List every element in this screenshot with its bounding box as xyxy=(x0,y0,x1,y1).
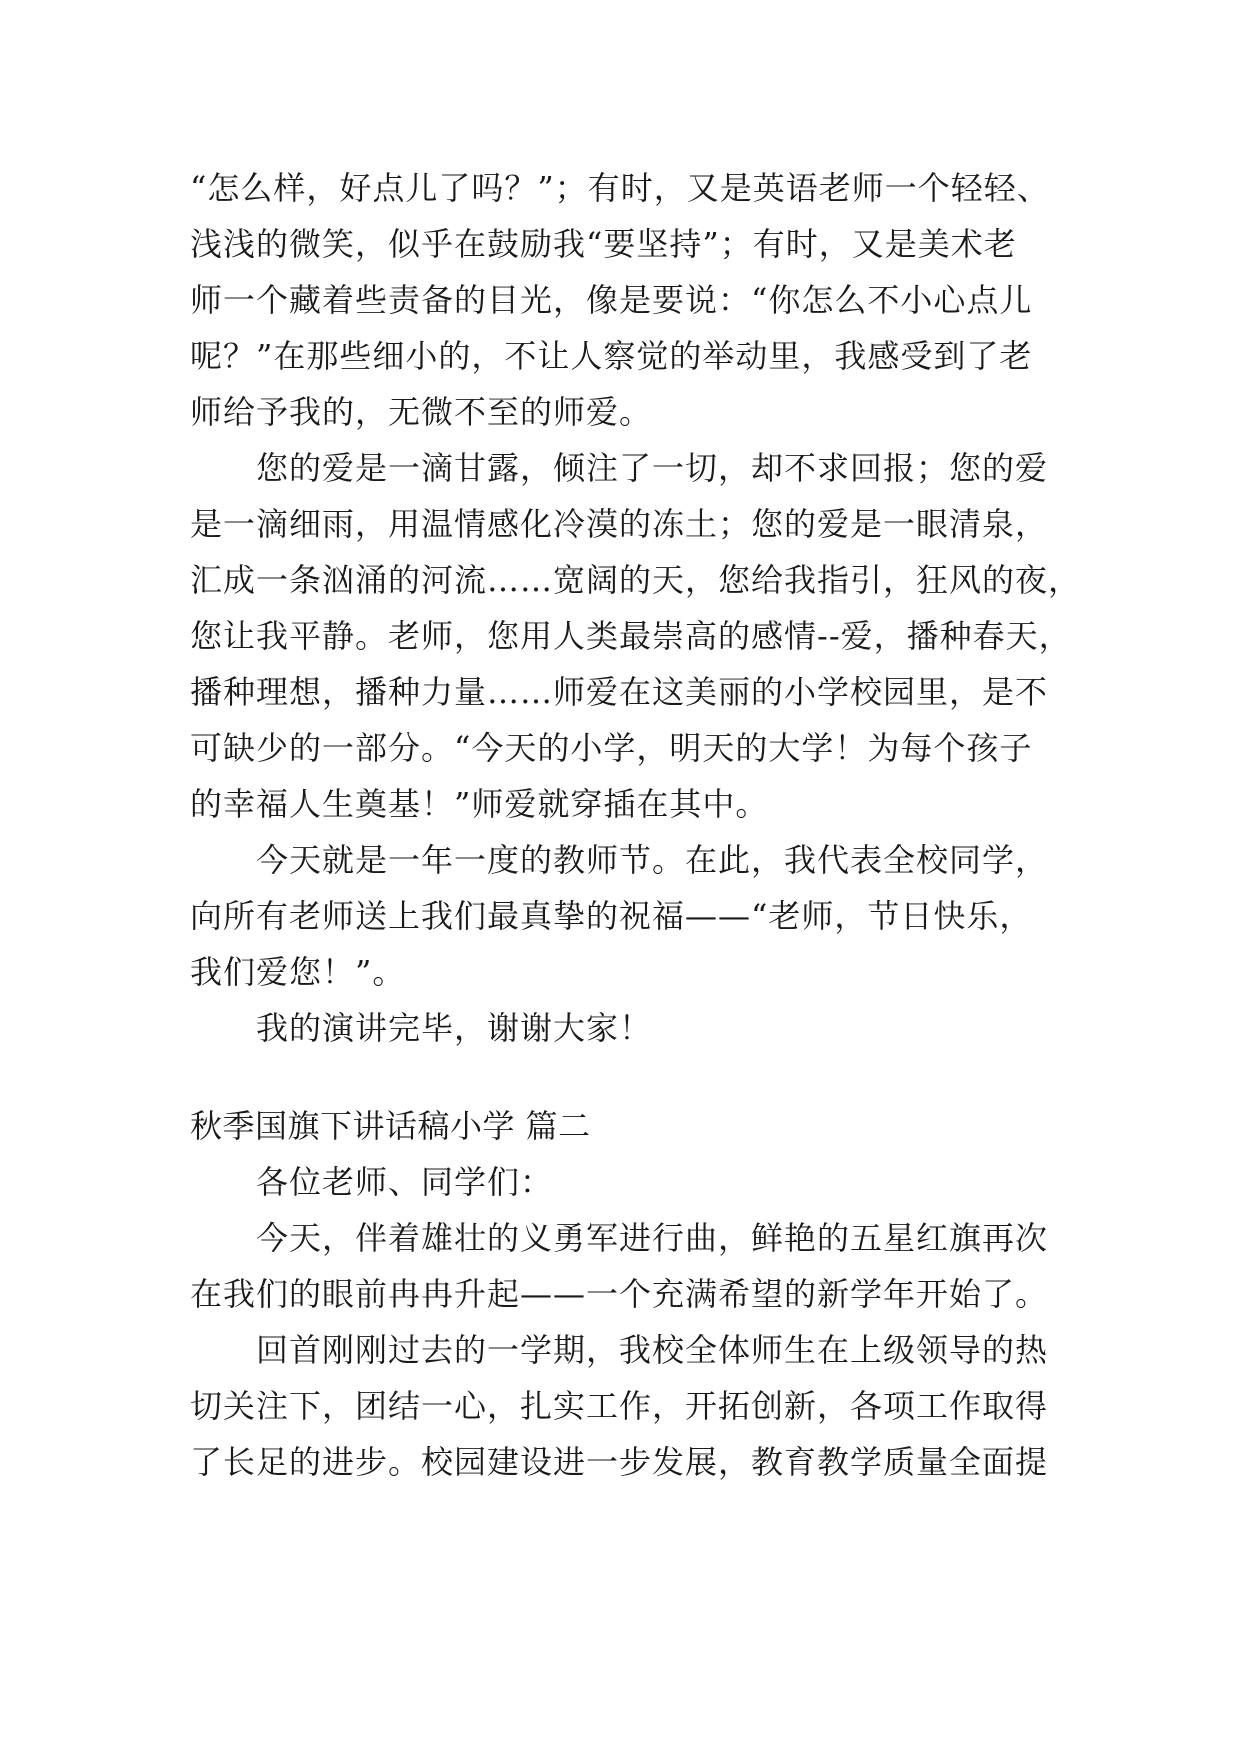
text-line: 今天，伴着雄壮的义勇军进行曲，鲜艳的五星红旗再次 xyxy=(256,1219,1049,1257)
text-line: 回首刚刚过去的一学期，我校全体师生在上级领导的热 xyxy=(256,1331,1049,1369)
text-line: 浅浅的微笑，似乎在鼓励我“要坚持”；有时，又是美术老 xyxy=(190,225,1017,263)
text-line: 切关注下，团结一心，扎实工作，开拓创新，各项工作取得 xyxy=(190,1387,1049,1425)
paragraph xyxy=(190,440,1082,832)
text-line: 我们爱您！”。 xyxy=(190,953,406,991)
paragraph xyxy=(190,160,1060,440)
text-line: 可缺少的一部分。“今天的小学，明天的大学！为每个孩子 xyxy=(190,729,1033,767)
text-line: “怎么样，好点儿了吗？”；有时，又是英语老师一个轻轻、 xyxy=(190,169,1050,207)
document-body xyxy=(190,160,1082,1490)
paragraph xyxy=(190,1000,1060,1056)
text-line: 了长足的进步。校园建设进一步发展，教育教学质量全面提 xyxy=(190,1443,1049,1481)
text-line: 的幸福人生奠基！”师爱就穿插在其中。 xyxy=(190,785,769,823)
section-spacer xyxy=(190,1056,1060,1098)
paragraph xyxy=(190,832,1060,1000)
text-line: 在我们的眼前冉冉升起——一个充满希望的新学年开始了。 xyxy=(190,1275,1049,1313)
text-line: 您让我平静。老师，您用人类最崇高的感情--爱，播种春天， xyxy=(190,617,1072,655)
text-line: 汇成一条汹涌的河流……宽阔的天，您给我指引，狂风的夜， xyxy=(190,561,1082,599)
text-line: 师一个藏着些责备的目光，像是要说：“你怎么不小心点儿 xyxy=(190,281,1033,319)
paragraph xyxy=(190,1322,1060,1490)
text-line: 向所有老师送上我们最真挚的祝福——“老师，节日快乐， xyxy=(190,897,1033,935)
text-line: 我的演讲完毕，谢谢大家！ xyxy=(256,1009,653,1047)
text-line: 师给予我的，无微不至的师爱。 xyxy=(190,393,653,431)
text-line: 是一滴细雨，用温情感化冷漠的冻土；您的爱是一眼清泉， xyxy=(190,505,1049,543)
text-line: 今天就是一年一度的教师节。在此，我代表全校同学， xyxy=(256,841,1049,879)
paragraph xyxy=(190,1210,1060,1322)
text-line: 呢？”在那些细小的，不让人察觉的举动里，我感受到了老 xyxy=(190,337,1033,375)
text-line: 播种理想，播种力量……师爱在这美丽的小学校园里，是不 xyxy=(190,673,1049,711)
greeting: 各位老师、同学们： xyxy=(256,1163,554,1201)
section-title: 秋季国旗下讲话稿小学 篇二 xyxy=(190,1107,591,1145)
text-line: 您的爱是一滴甘露，倾注了一切，却不求回报；您的爱 xyxy=(256,449,1049,487)
